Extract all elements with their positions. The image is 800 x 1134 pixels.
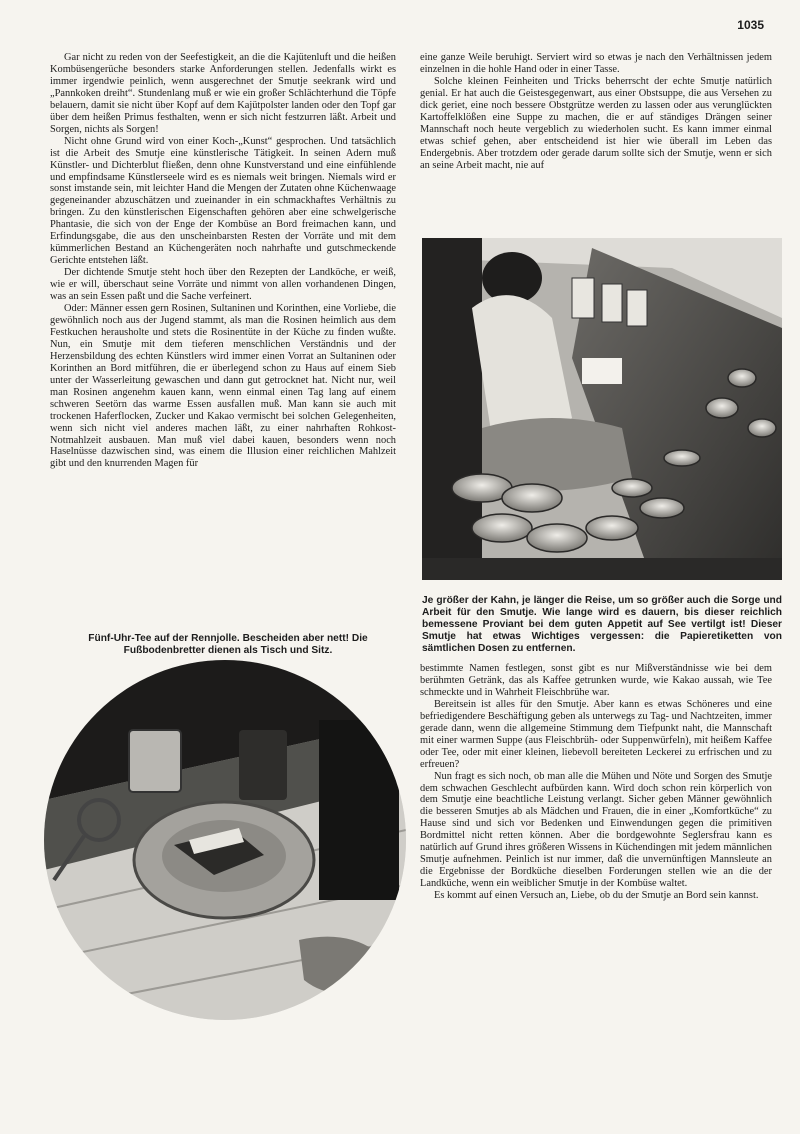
paragraph: bestimmte Namen festlegen, sonst gibt es nur Mißverständnisse wie bei dem berühmten Getränk, das als Kaffee getrunken wurde, wie Kakao aussah, wie Tee schmeckte und in Wahrheit Fleischbrühe war. — [420, 663, 772, 698]
paragraph: Oder: Männer essen gern Rosinen, Sultaninen und Korinthen, eine Vorliebe, die gewöhnlich noch aus der Jugend stammt, als man die Rosinen heimlich aus dem Festkuchen herausholte und stets die Rosinentüte in der Küche zu finden wußte. Nun, ein Smutje mit dem tieferen menschlichen Verständnis und der Herzensbildung des echten Künstlers wird immer einen Vorrat an Sultaninen oder Korinthen an Bord mitführen, die er überlegend schon zu Haus auf einem Sieb unter der Wasserleitung gewaschen und dann gut getrocknet hat. Nicht nur, weil man Rosinen angenehm kauen kann, wenn einmal einen Tag lang auf einem schweren Seetörn das warme Essen ausfallen muß. Man kann sie auch mit trockenen Haferflocken, Zucker und Kakao vermischt bei solchen Gelegenheiten, wenn sich nicht viel anderes machen läßt, zu einer nahrhaften Rohkost-Notmahlzeit ausbauen. Man muß viel dabei kauen, besonders wenn noch Haselnüsse dazwischen sind, was einem die Illusion einer reichlichen Mahlzeit gibt und den knurrenden Magen für — [50, 303, 396, 470]
page-number: 1035 — [737, 18, 764, 32]
paragraph: Es kommt auf einen Versuch an, Liebe, ob du der Smutje an Bord sein kannst. — [434, 890, 759, 902]
right-text-column-top — [420, 52, 772, 172]
paragraph: Gar nicht zu reden von der Seefestigkeit, an die die Kajütenluft und die heißen Kombüsengerüche besonders starke Anforderungen stellen. Jedenfalls wirkt es immer irgendwie peinlich, wenn ausgerechnet der Smutje seekrank wird und „Pannkoken dreiht“. Stundenlang muß er wie ein großer Schlächterhund die Töpfe belauern, damit sie nicht über Kopf auf dem Kajütpolster landen oder den Topf gar über dem heißen Primus festhalten, wenn er sich nicht festzurren läßt. Arbeit und Sorgen, nichts als Sorgen! — [50, 52, 396, 135]
galley-provisions-photo — [422, 238, 782, 580]
photo-caption-provisions: Je größer der Kahn, je länger die Reise, um so größer auch die Sorge und Arbeit für den Smutje. Wie lange wird es dauern, bis dieser reichlich bemessene Proviant bei dem guten Appetit auf See vertilgt ist! Dieser Smutje hat etwas Wichtiges vergessen: die Papieretiketten von sämtlichen Dosen zu entfernen. — [422, 595, 782, 655]
paragraph: Nicht ohne Grund wird von einer Koch-„Kunst“ gesprochen. Und tatsächlich ist die Arbeit des Smutje eine künstlerische Tätigkeit. In seinen Adern muß Künstler- und Dichterblut fließen, denn ohne Kunstverstand und eine einfühlende und empfindsame Künstlerseele wird es es niemals weit bringen. Niemals wird er sonst imstande sein, mit leichter Hand die Mengen der Zutaten ohne Küchenwaage gegeneinander abzuschätzen und zueinander in ein schmackhaftes Verhältnis zu bringen. Zu den künstlerischen Eigenschaften gehören aber eine schwelgerische Phantasie, die sich von der Enge der Kombüse an Bord freimachen kann, und Erfindungsgabe, die aus den unscheinbarsten Resten der Vorräte und mit dem kümmerlichen Bestand an Küchengeräten noch nahrhafte und gutschmeckende Gerichte entstehen läßt. — [50, 135, 396, 267]
tea-on-dinghy-photo — [44, 660, 406, 1020]
photo-caption-tea: Fünf-Uhr-Tee auf der Rennjolle. Bescheiden aber nett! Die Fußbodenbretter dienen als Tisch und Sitz. — [88, 633, 368, 657]
paragraph: Nun fragt es sich noch, ob man alle die Mühen und Nöte und Sorgen des Smutje dem schwachen Geschlecht aufbürden kann. Wird doch schon rein körperlich von dem Smutje eine beachtliche Leistung verlangt. Sicher geben Männer gewöhnlich die besseren Smutjes ab als Mädchen und Frauen, die in einer „Komfortküche“ zu Hause sind und sich vor Bedenken und Einwendungen gegen die primitiven Bordmittel nicht retten können. Aber die bordgewohnte Seglersfrau kann es natürlich auf Grund ihres größeren Wissens in Küchendingen mit jedem männlichen Smutje aufnehmen. Peinlich ist nur immer, daß die unvernünftigen Mannsleute an die Ergebnisse der Bordküche dieselben Forderungen stellen wie an die der Landküche, wenn ein weiblicher Smutje in der Kombüse waltet. — [420, 770, 772, 890]
left-text-column — [50, 52, 396, 470]
paragraph: Der dichtende Smutje steht hoch über den Rezepten der Landköche, er weiß, wie er will, überschaut seine Vorräte und nimmt von allen vorhandenen Dingen, was an sein Essen paßt und die Sache verfeinert. — [50, 267, 396, 303]
right-text-column-bottom — [420, 663, 772, 902]
paragraph: Bereitsein ist alles für den Smutje. Aber kann es etwas Schöneres und eine befriedigendere Beschäftigung geben als unterwegs zu Tag- und Nachtzeiten, immer gerade dann, wenn die allgemeine Stimmung dem Tiefpunkt naht, die Mannschaft mit einer warmen Suppe (aus Fleischbrüh- oder Suppenwürfeln), mit heißem Kaffee oder Tee, oder mit einer kleinen, liebevoll bereiteten Leckerei zu erfrischen und zu erfreuen? — [420, 698, 772, 770]
paragraph: eine ganze Weile beruhigt. Serviert wird so etwas je nach den Verhältnissen jedem einzelnen in die hohle Hand oder in einer Tasse. — [420, 52, 772, 75]
paragraph: Solche kleinen Feinheiten und Tricks beherrscht der echte Smutje natürlich genial. Er hat auch die Geistesgegenwart, aus einer Obstsuppe, die aus Versehen zu dick geriet, eine noch bessere Obstgrütze werden zu lassen oder aus verunglückten Kartoffelklößen eine Suppe zu machen, die er auf ständiges Drängen seiner Mannschaft noch heute vergeblich zu wiederholen sucht. Es kann immer einmal etwas schief gehen, aber entscheidend ist hier wie überall im Leben das Endergebnis. Aber trotzdem oder gerade darum sollte sich der Smutje, wenn er sich an seine Arbeit macht, nie auf — [420, 75, 772, 171]
